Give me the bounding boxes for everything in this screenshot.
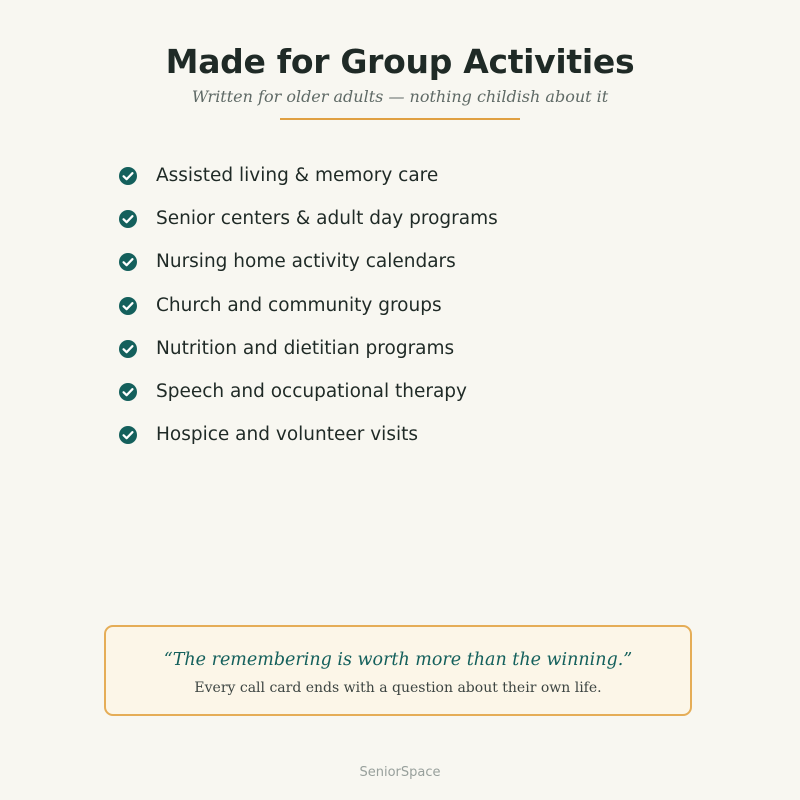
check-circle-icon [118, 209, 138, 229]
quote-text: “The remembering is worth more than the winning.” [163, 650, 633, 670]
list-item [118, 154, 738, 197]
list-item-label: Nutrition and dietitian programs [156, 337, 455, 359]
title-divider [280, 118, 520, 120]
list-item [118, 370, 738, 413]
check-circle-icon [118, 339, 138, 359]
list-item [118, 414, 738, 457]
list-item-label: Nursing home activity calendars [156, 251, 456, 273]
list-item-label: Hospice and volunteer visits [156, 424, 418, 446]
list-item-label: Senior centers & adult day programs [156, 207, 498, 229]
brand-name: SeniorSpace [359, 765, 441, 780]
check-circle-icon [118, 425, 138, 445]
check-circle-icon [118, 382, 138, 402]
quote-card [104, 625, 692, 716]
quote-caption: Every call card ends with a question about their own life. [194, 680, 602, 696]
check-circle-icon [118, 166, 138, 186]
page-subtitle: Written for older adults — nothing childish about it [191, 87, 609, 106]
list-item [118, 197, 738, 240]
list-item [118, 241, 738, 284]
list-item [118, 327, 738, 370]
list-item-label: Speech and occupational therapy [156, 381, 467, 403]
audience-checklist [118, 154, 738, 457]
check-circle-icon [118, 252, 138, 272]
list-item [118, 284, 738, 327]
page-title: Made for Group Activities [165, 42, 635, 81]
check-circle-icon [118, 296, 138, 316]
list-item-label: Church and community groups [156, 294, 442, 316]
list-item-label: Assisted living & memory care [156, 164, 439, 186]
